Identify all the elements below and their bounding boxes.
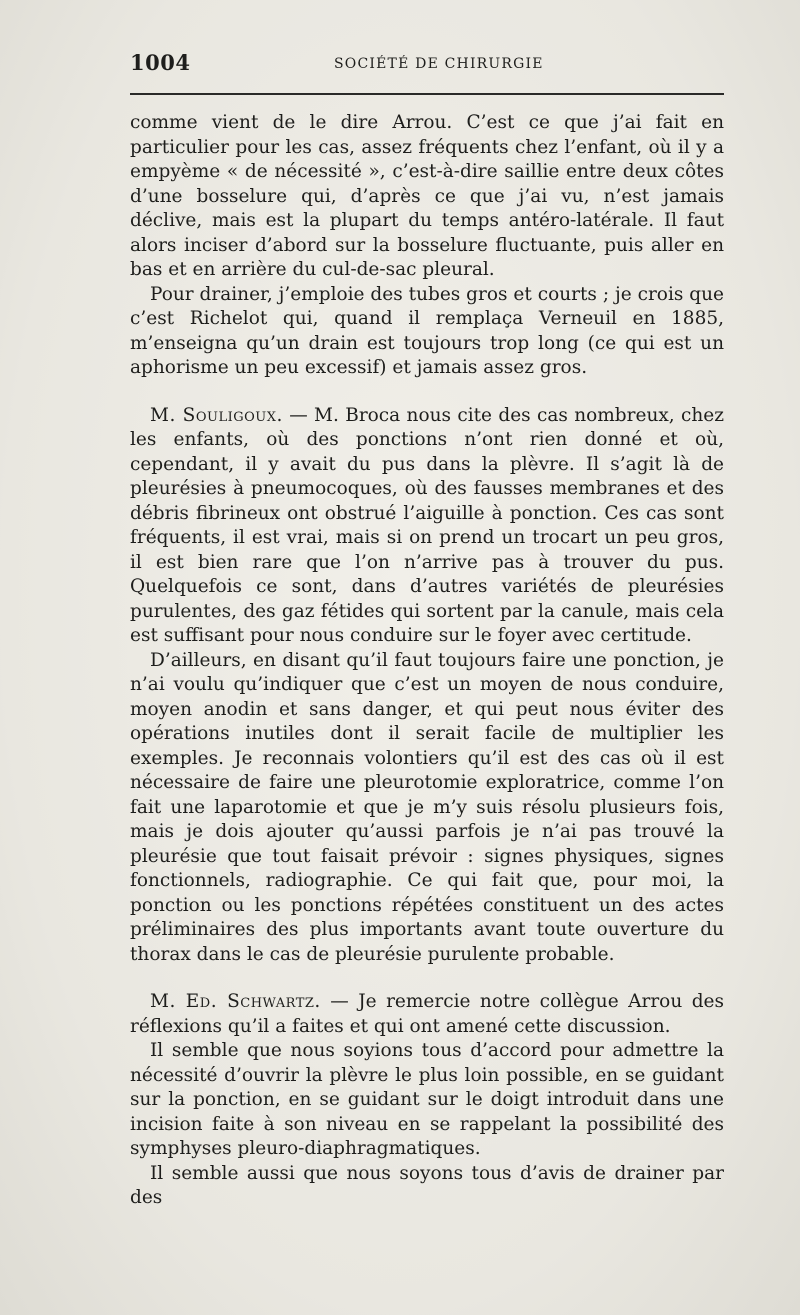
running-title: SOCIÉTÉ DE CHIRURGIE [334,56,544,72]
paragraph-text: comme vient de le dire Arrou. C’est ce que j’ai fait en particulier pour les cas, assez fréquents chez l’enfant, où il y a empyème « de nécessité », c’est-à-dire saillie entre deux côtes d’une bosselure qui, d’après ce que j’ai vu, n’est jamais déclive, mais est la plupart du temps antéro-latérale. Il faut alors inciser d’abord sur la bosselure fluctuante, puis aller en bas et en arrière du cul-de-sac pleural. [130,112,724,280]
speaker-name: M. Souligoux. [150,404,283,426]
paragraph-text: — M. Broca nous cite des cas nombreux, chez les enfants, où des ponctions n’ont rien donné et où, cependant, il y avait du pus dans la plèvre. Il s’agit là de pleurésies à pneumocoques, où des fausses membranes et des débris fibrineux ont obstrué l’aiguille à ponction. Ces cas sont fréquents, il est vrai, mais si on prend un trocart un peu gros, il est bien rare que l’on n’arrive pas à trouver du pus. Quelquefois ce sont, dans d’autres variétés de pleurésies purulentes, des gaz fétides qui sortent par la canule, mais cela est suffisant pour nous conduire sur le foyer avec certitude. [130,404,724,646]
paragraph-7 [130,1162,724,1211]
page-number: 1004 [130,50,191,75]
paragraph-2 [130,283,724,381]
paragraph-5-schwartz [130,990,724,1039]
paragraph-6 [130,1039,724,1162]
paragraph-text: Pour drainer, j’emploie des tubes gros et courts ; je crois que c’est Richelot qui, quand il remplaça Verneuil en 1885, m’enseigna qu’un drain est toujours trop long (ce qui est un aphorisme un peu excessif) et jamais assez gros. [130,283,724,378]
paragraph-text: — Je remercie notre collègue Arrou des réflexions qu’il a faites et qui ont amené cette discussion. [130,991,724,1037]
page-header [130,50,724,80]
paragraph-text: D’ailleurs, en disant qu’il faut toujours faire une ponction, je n’ai voulu qu’indiquer que c’est un moyen de nous conduire, moyen anodin et sans danger, et qui peut nous éviter des opérations inutiles dont il serait facile de multiplier les exemples. Je reconnais volontiers qu’il est des cas où il est nécessaire de faire une pleurotomie exploratrice, comme l’on fait une laparotomie et que je m’y suis résolu plusieurs fois, mais je dois ajouter qu’aussi parfois je n’ai pas trouvé la pleurésie que tout faisait prévoir : signes physiques, signes fonctionnels, radiographie. Ce qui fait que, pour moi, la ponction ou les ponctions répétées constituent un des actes préliminaires des plus importants avant toute ouverture du thorax dans le cas de pleurésie purulente probable. [130,649,724,965]
body-text [130,111,724,1211]
paragraph-text: Il semble que nous soyions tous d’accord pour admettre la nécessité d’ouvrir la plèvre le plus loin possible, en se guidant sur la ponction, en se guidant sur le doigt introduit dans une incision faite à son niveau en se rappelant la possibilité des symphyses pleuro-diaphragmatiques. [130,1040,724,1159]
header-rule [130,93,724,95]
paragraph-1 [130,111,724,283]
speaker-name: M. Ed. Schwartz. [150,991,321,1012]
paragraph-text: Il semble aussi que nous soyons tous d’avis de drainer par des [130,1162,724,1208]
paragraph-4 [130,649,724,968]
paragraph-3-souligoux [130,404,724,649]
